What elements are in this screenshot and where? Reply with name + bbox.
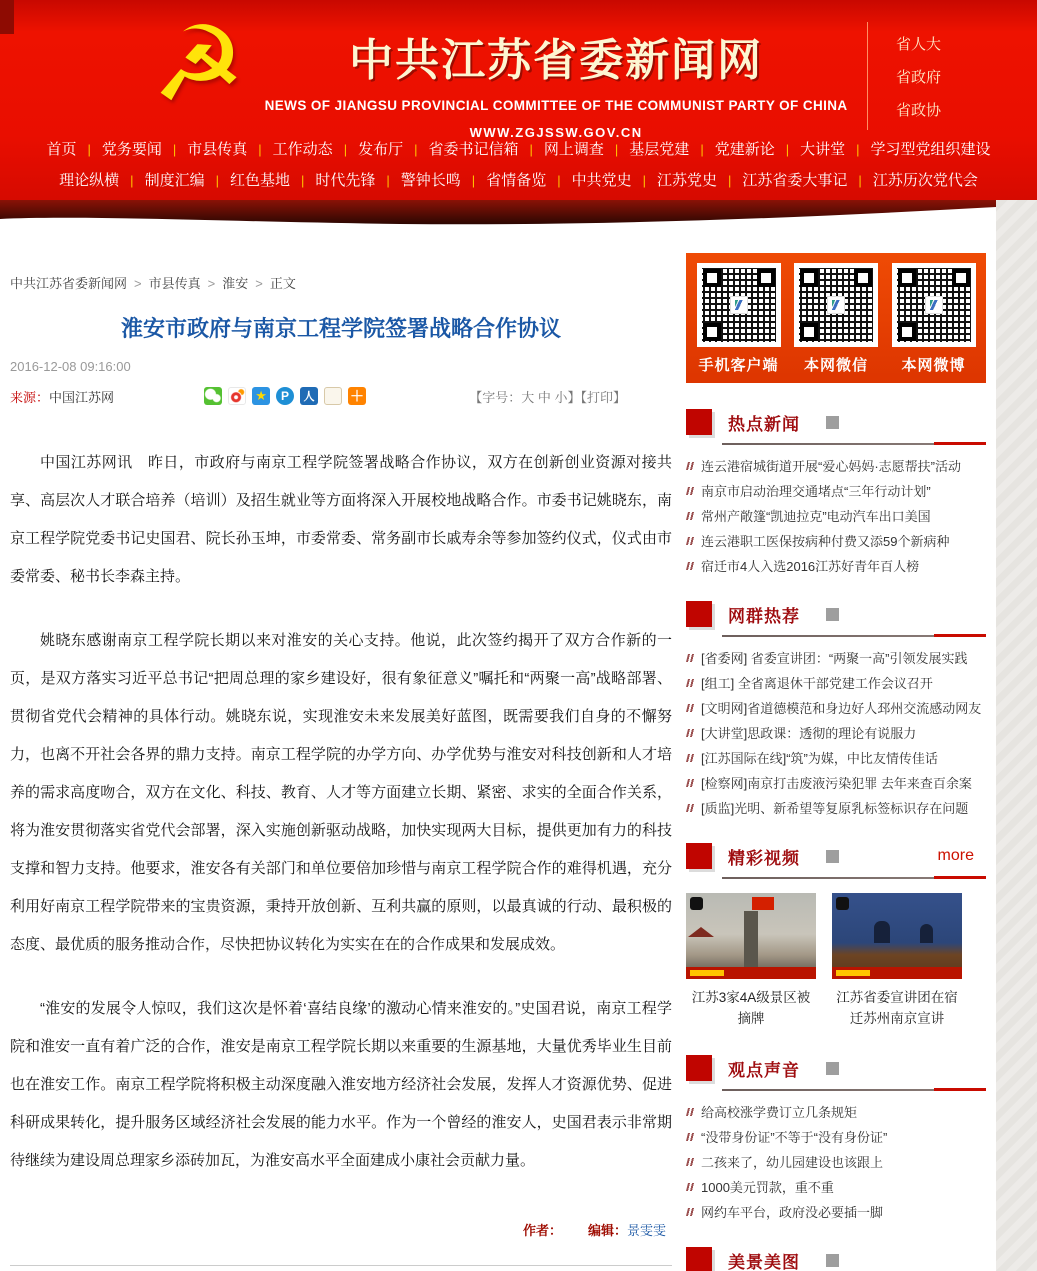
header-top: [0, 0, 1037, 140]
news-list-item[interactable]: [检察网]南京打击废液污染犯罪 去年来查百余案: [686, 776, 986, 792]
article-paragraph: 姚晓东感谢南京工程学院长期以来对淮安的关心支持。他说，此次签约揭开了双方合作新的一页，是双方落实习近平总书记“把周总理的家乡建设好，很有象征意义”嘱托和“两聚一高”战略部署、贯彻省党代会精神的具体行动。姚晓东说，实现淮安未来发展美好蓝图，既需要我们自身的不懈努力，也离不开社会各界的鼎力支持。南京工程学院的办学方向、办学优势与淮安对科技创新和人才培养的需求高度吻合，双方在文化、科技、教育、人才等方面建立长期、紧密、求实的全面合作关系，将为淮安贯彻落实省党代会部署，深入实施创新驱动战略，加快实现两大目标，提供更加有力的科技支撑和智力支持。他要求，淮安各有关部门和单位要倍加珍惜与南京工程学院合作的难得机遇，充分利用好南京工程学院带来的宝贵资源，秉持开放创新、互利共赢的原则，以最真诚的行动、最积极的态度、最优质的服务推动合作，尽快把协议转化为实实在在的合作成果和发展成效。: [10, 632, 672, 953]
nav-row-1: [0, 134, 1037, 165]
editor-name: 景雯雯: [626, 1223, 666, 1238]
nav-item[interactable]: 工作动态 |: [273, 134, 358, 165]
article-paragraph: 中国江苏网讯 昨日，市政府与南京工程学院签署战略合作协议，双方在创新创业资源对接共享、高层次人才联合培养（培训）及招生就业等方面将深入开展校地战略合作。市委书记姚晓东，南京工程学院党委书记史国君、院长孙玉坤，市委常委、常务副市长戚寿余等参加签约仪式，仪式由市委常委、秘书长李森主持。: [10, 454, 672, 585]
qr-panel: [686, 253, 986, 383]
fontsize-print-controls: [469, 387, 626, 406]
bullet-icon: [686, 1108, 695, 1116]
share-bar: [204, 387, 366, 405]
video-thumbnail[interactable]: [686, 893, 816, 979]
gov-quick-links: [867, 22, 1037, 130]
nav-row-2: [0, 165, 1037, 196]
section-square-icon: [826, 416, 839, 429]
news-list-item[interactable]: “没带身份证”不等于“没有身份证”: [686, 1130, 986, 1146]
qzone-share-icon[interactable]: ★: [252, 387, 270, 405]
breadcrumb-item[interactable]: 正文: [269, 276, 296, 291]
editor-label: 编辑：: [587, 1223, 627, 1238]
header-swoosh: [0, 200, 996, 227]
site-title-block: [245, 10, 867, 140]
news-list-item[interactable]: 1000美元罚款，重不重: [686, 1180, 986, 1196]
news-list-item[interactable]: 网约车平台，政府没必要插一脚: [686, 1205, 986, 1221]
bullet-icon: [686, 487, 695, 495]
nav-item[interactable]: 学习型党组织建设: [870, 141, 991, 158]
news-list-item[interactable]: 宿迁市4人入选2016江苏好青年百人榜: [686, 559, 986, 575]
news-list-item[interactable]: [省委网] 省委宣讲团：“两聚一高”引领发展实践: [686, 651, 986, 667]
section-square-icon: [826, 850, 839, 863]
video-item: [686, 893, 816, 1029]
section-videos: [686, 843, 986, 1029]
section-marker-icon: [686, 1247, 712, 1271]
section-underline: [722, 443, 986, 445]
section-underline: [722, 877, 986, 879]
copy-share-icon[interactable]: [324, 387, 342, 405]
article-title: 淮安市政府与南京工程学院签署战略合作协议: [120, 316, 561, 341]
site-title: 中共江苏省委新闻网: [349, 36, 764, 85]
bullet-icon: [686, 804, 695, 812]
news-list-item[interactable]: 连云港宿城街道开展“爱心妈妈·志愿帮扶”活动: [686, 459, 986, 475]
video-caption[interactable]: 江苏3家4A级景区被摘牌: [691, 990, 811, 1026]
article-meta-row: [10, 384, 672, 408]
header-corner-decoration: [0, 0, 14, 34]
breadcrumb-item[interactable]: 中共江苏省委新闻网 >: [10, 273, 149, 292]
nav-item[interactable]: 市县传真 |: [187, 134, 272, 165]
section-marker-icon: [686, 409, 712, 435]
section-square-icon: [826, 1062, 839, 1075]
site-subtitle: NEWS OF JIANGSU PROVINCIAL COMMITTEE OF THE COMMUNIST PARTY OF CHINA: [264, 98, 848, 113]
nav-item[interactable]: 网上调查 |: [544, 134, 629, 165]
source-value[interactable]: 中国江苏网: [49, 389, 115, 405]
video-item: [832, 893, 962, 1029]
content-area: [0, 227, 996, 1271]
bullet-icon: [686, 1208, 695, 1216]
nav-item[interactable]: 首页 |: [46, 134, 101, 165]
bullet-icon: [686, 1133, 695, 1141]
news-list-item[interactable]: 二孩来了，幼儿园建设也该跟上: [686, 1155, 986, 1171]
section-marker-icon: [686, 843, 712, 869]
bullet-icon: [686, 679, 695, 687]
article-datetime: 2016-12-08 09:16:00: [10, 359, 131, 374]
nav-item[interactable]: 党建新论 |: [715, 134, 800, 165]
qr-cell: [889, 263, 978, 375]
wechat-share-icon[interactable]: [204, 387, 222, 405]
nav-item[interactable]: 省情备览 |: [486, 165, 571, 196]
more-link[interactable]: more: [937, 847, 974, 864]
bullet-icon: [686, 562, 695, 570]
section-title: 热点新闻: [728, 414, 800, 434]
nav-item[interactable]: 制度汇编 |: [145, 165, 230, 196]
bullet-icon: [686, 654, 695, 662]
section-title: 美景美图: [728, 1252, 800, 1271]
bullet-icon: [686, 704, 695, 712]
nav-item[interactable]: 江苏党史 |: [657, 165, 742, 196]
news-list-item[interactable]: 连云港职工医保按病种付费又添59个新病种: [686, 534, 986, 550]
section-underline: [722, 635, 986, 637]
nav-item[interactable]: 红色基地 |: [230, 165, 315, 196]
section-group-picks: [686, 601, 986, 817]
section-marker-icon: [686, 601, 712, 627]
bullet-icon: [686, 537, 695, 545]
bullet-icon: [686, 754, 695, 762]
video-caption[interactable]: 江苏省委宣讲团在宿迁苏州南京宣讲: [836, 990, 958, 1026]
video-thumbnail[interactable]: [832, 893, 962, 979]
news-list-item[interactable]: 常州产敞篷“凯迪拉克”电动汽车出口美国: [686, 509, 986, 525]
sidebar: [686, 227, 986, 1271]
gov-link[interactable]: 省政府: [896, 69, 942, 86]
nav-item[interactable]: 江苏省委大事记 |: [742, 165, 872, 196]
main-navigation: [0, 130, 1037, 196]
print-button[interactable]: 【打印】: [580, 389, 626, 405]
section-marker-icon: [686, 1055, 712, 1081]
nav-item[interactable]: 发布厅 |: [358, 134, 428, 165]
nav-item[interactable]: 大讲堂 |: [800, 134, 870, 165]
news-list-item[interactable]: [大讲堂]思政课：透彻的理论有说服力: [686, 726, 986, 742]
qr-code-icon[interactable]: [794, 263, 878, 347]
qr-label: 本网微信: [803, 357, 868, 374]
breadcrumb: [10, 273, 672, 292]
section-title: 精彩视频: [728, 848, 800, 868]
site-header: [0, 0, 1037, 200]
qr-cell: [694, 263, 783, 375]
bullet-icon: [686, 1183, 695, 1191]
nav-item[interactable]: 中共党史 |: [572, 165, 657, 196]
nav-item[interactable]: 警钟长鸣 |: [401, 165, 486, 196]
bullet-icon: [686, 1158, 695, 1166]
section-hot-news: [686, 409, 986, 575]
nav-item[interactable]: 江苏历次党代会: [872, 172, 978, 189]
site-url[interactable]: WWW.ZGJSSW.GOV.CN: [469, 125, 643, 140]
pengyou-share-icon[interactable]: P: [276, 387, 294, 405]
article-body: [10, 444, 672, 1180]
author-editor-row: [10, 1220, 672, 1239]
nav-item[interactable]: 基层党建 |: [629, 134, 714, 165]
nav-item[interactable]: 理论纵横 |: [59, 165, 144, 196]
section-gallery: [686, 1247, 986, 1271]
section-opinions: [686, 1055, 986, 1221]
gov-link[interactable]: 省人大: [896, 36, 942, 53]
section-square-icon: [826, 608, 839, 621]
news-list-item[interactable]: [质监]光明、新希望等复原乳标签标识存在问题: [686, 801, 986, 817]
news-list-item[interactable]: [组工] 全省离退休干部党建工作会议召开: [686, 676, 986, 692]
section-square-icon: [826, 1254, 839, 1267]
weibo-share-icon[interactable]: [228, 387, 246, 405]
nav-item[interactable]: 时代先锋 |: [315, 165, 400, 196]
news-list-item[interactable]: 给高校涨学费订立几条规矩: [686, 1105, 986, 1121]
section-underline: [722, 1089, 986, 1091]
gov-link[interactable]: 省政协: [896, 102, 942, 119]
breadcrumb-item[interactable]: 市县传真 >: [149, 273, 223, 292]
article-paragraph: “淮安的发展令人惊叹，我们这次是怀着‘喜结良缘’的激动心情来淮安的。”史国君说，南京工程学院和淮安一直有着广泛的合作，淮安是南京工程学院长期以来重要的生源基地，大量优秀毕业生目前也在淮安工作。南京工程学院将积极主动深度融入淮安地方经济社会发展，发挥人才资源优势、促进科研成果转化，提升服务区域经济社会发展的能力水平。作为一个曾经的淮安人，史国君表示非常期待继续为建设周总理家乡添砖加瓦，为淮安高水平全面建成小康社会贡献力量。: [10, 1000, 672, 1169]
qr-cell: [792, 263, 881, 375]
qr-code-icon[interactable]: [697, 263, 781, 347]
bullet-icon: [686, 512, 695, 520]
source-label: 来源：: [10, 389, 50, 405]
bullet-icon: [686, 729, 695, 737]
article-column: [0, 227, 672, 1271]
section-title: 观点声音: [728, 1060, 800, 1080]
bullet-icon: [686, 779, 695, 787]
party-emblem-icon: ☭: [152, 7, 246, 123]
qr-code-icon[interactable]: [892, 263, 976, 347]
qr-label: 本网微博: [901, 357, 966, 374]
news-list-item[interactable]: 南京市启动治理交通堵点“三年行动计划”: [686, 484, 986, 500]
nav-item[interactable]: 党务要闻 |: [102, 134, 187, 165]
section-title: 网群热荐: [728, 606, 800, 626]
breadcrumb-item[interactable]: 淮安 >: [222, 273, 270, 292]
bullet-icon: [686, 462, 695, 470]
qr-label: 手机客户端: [698, 357, 779, 374]
article-divider: [10, 1265, 672, 1266]
news-list-item[interactable]: [江苏国际在线]“筑”为媒，中比友情传佳话: [686, 751, 986, 767]
news-list-item[interactable]: [文明网]省道德模范和身边好人邳州交流感动网友: [686, 701, 986, 717]
nav-item[interactable]: 省委书记信箱 |: [428, 134, 543, 165]
more-share-icon[interactable]: ＋: [350, 388, 365, 404]
font-size-control[interactable]: 【字号：大 中 小】: [469, 389, 581, 405]
author-label: 作者：: [522, 1223, 562, 1238]
renren-share-icon[interactable]: 人: [300, 387, 318, 405]
